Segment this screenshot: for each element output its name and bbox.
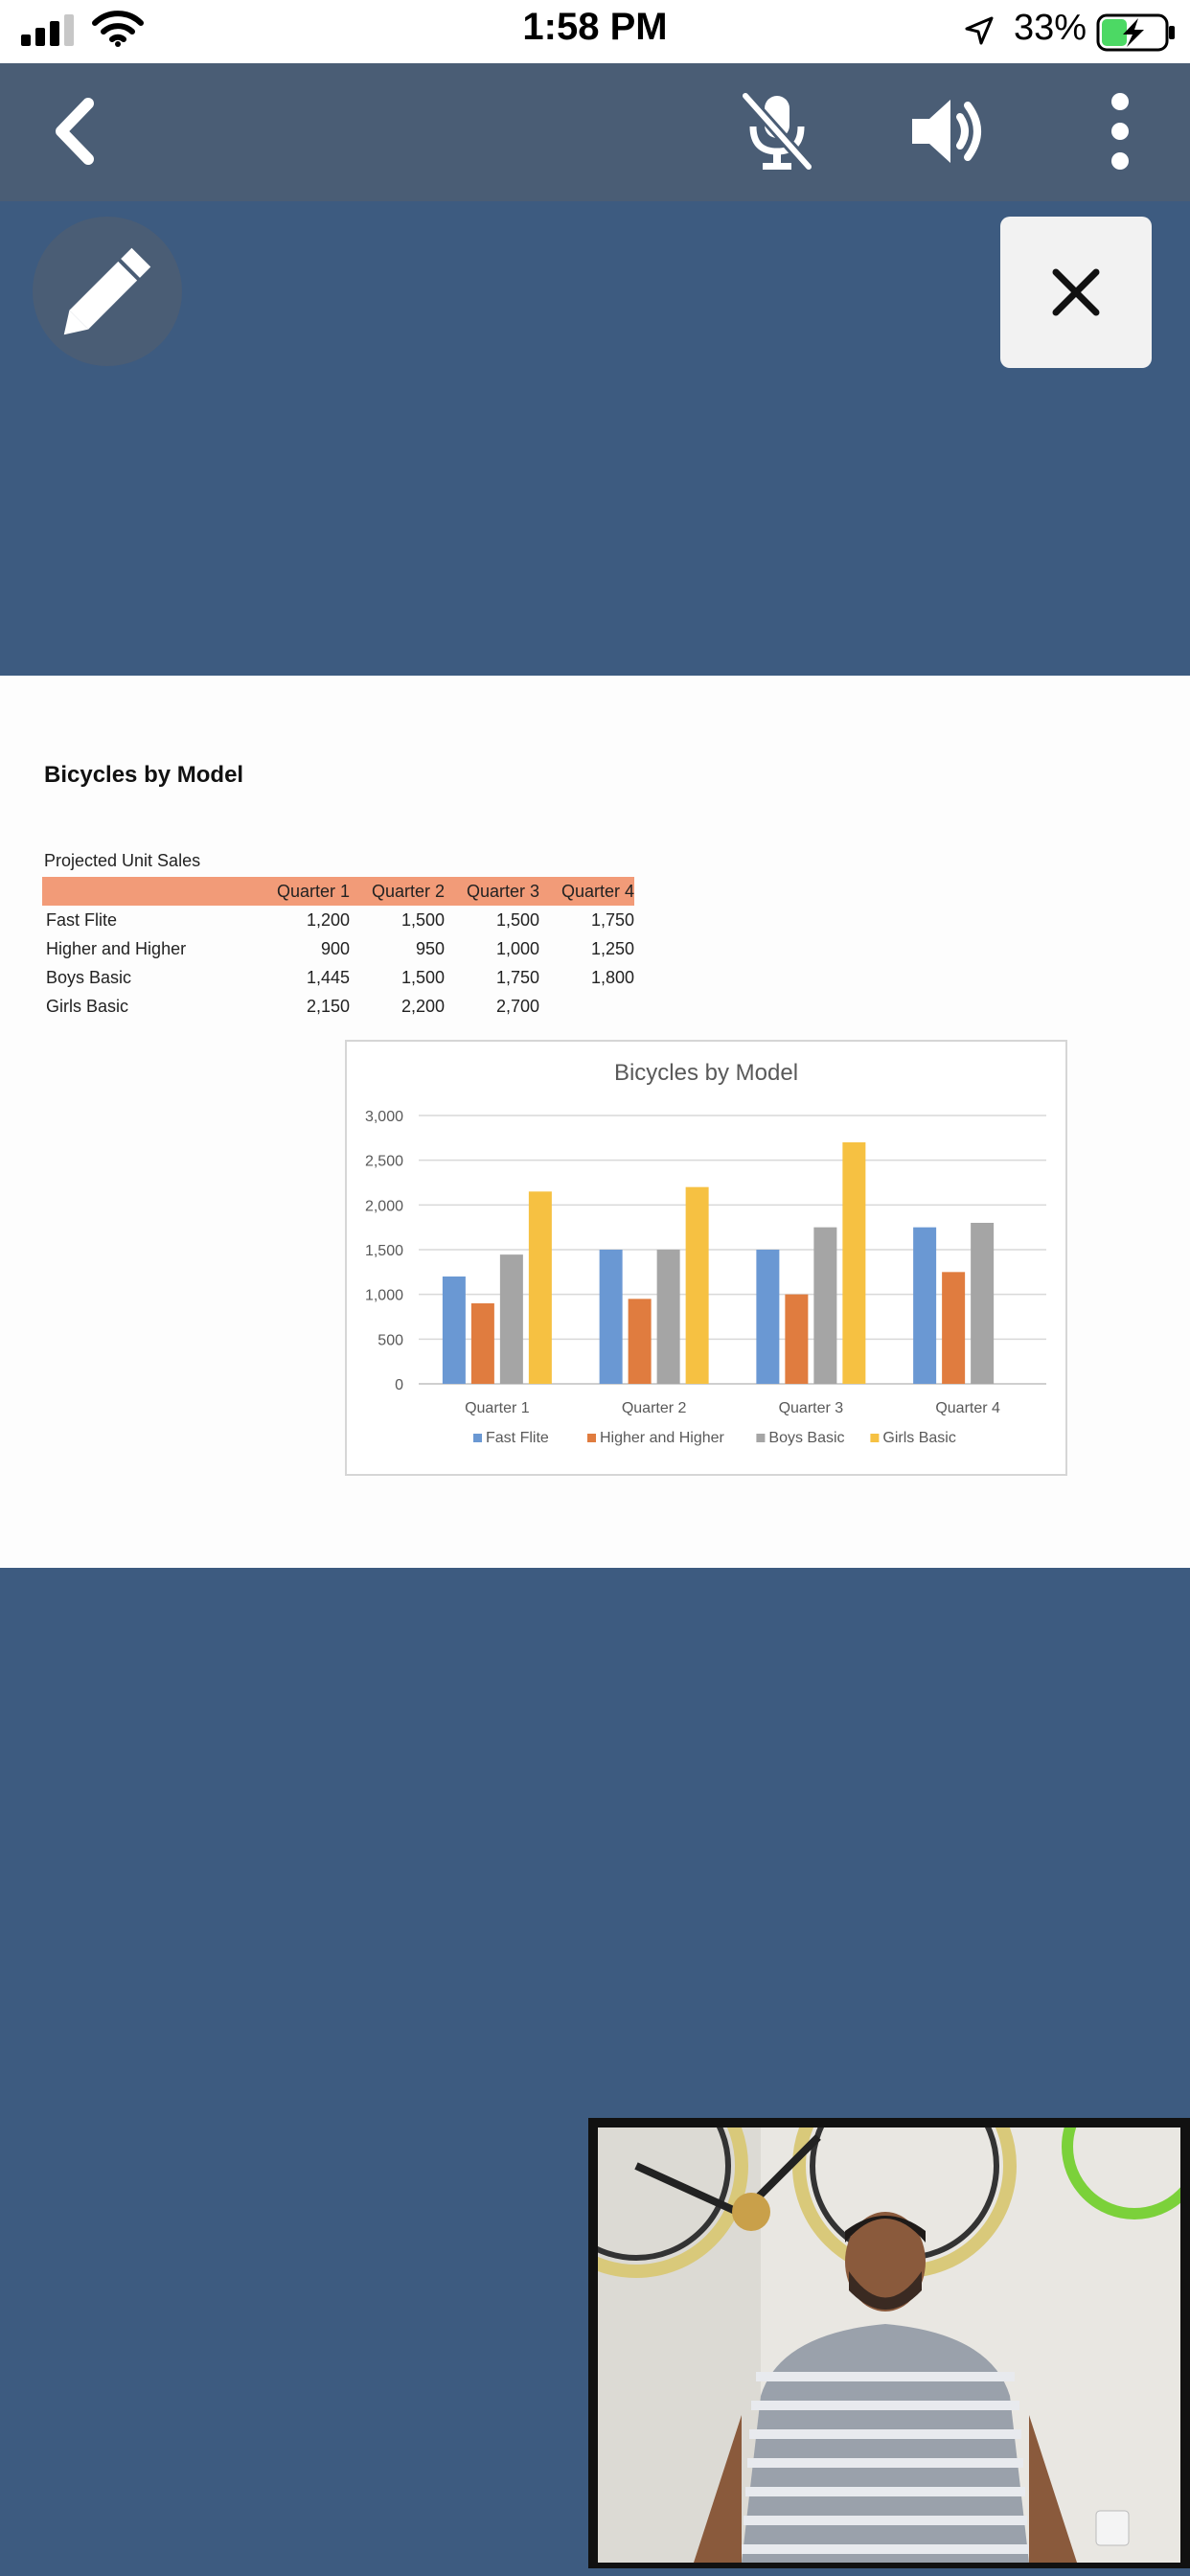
sales-table [42,877,634,1021]
close-button[interactable] [1000,217,1152,368]
x-tick-label: Quarter 1 [465,1400,530,1416]
bar-boys-basic [500,1254,523,1384]
legend-label: Girls Basic [882,1430,956,1446]
y-tick-label: 1,000 [364,1287,403,1304]
bar-girls-basic [842,1142,865,1384]
y-tick-label: 1,500 [364,1243,403,1259]
x-tick-label: Quarter 3 [778,1400,844,1416]
bar-higher-and-higher [471,1303,494,1384]
table-header-cell: Quarter 1 [255,877,350,906]
bar-chart [347,1042,1065,1474]
self-video-preview[interactable] [588,2118,1190,2568]
mic-muted-icon[interactable] [734,88,820,174]
more-vertical-icon[interactable] [1077,88,1163,174]
y-tick-label: 2,000 [364,1198,403,1215]
legend-swatch [870,1434,879,1442]
table-cell: 2,200 [400,996,445,1016]
bar-fast-flite [756,1250,779,1384]
document-title: Bicycles by Model [44,762,244,788]
table-row [42,963,634,992]
bar-higher-and-higher [785,1295,808,1384]
participant-video-icon [598,2128,1180,2563]
table-cell: Girls Basic [46,996,129,1016]
table-cell: 2,700 [495,996,539,1016]
location-arrow-icon [964,15,995,46]
bar-boys-basic [657,1250,680,1384]
table-cell [539,992,634,1021]
table-cell: 2,150 [306,996,350,1016]
legend-label: Boys Basic [768,1430,845,1446]
table-cell: 1,445 [306,967,350,987]
legend-swatch [587,1434,596,1442]
legend-swatch [473,1434,482,1442]
chart-title: Bicycles by Model [613,1060,799,1086]
status-time: 1:58 PM [522,6,668,48]
table-cell: 900 [320,938,350,958]
y-tick-label: 500 [378,1332,403,1349]
table-cell: 1,750 [590,909,634,930]
table-header-cell: Quarter 2 [350,877,445,906]
bar-higher-and-higher [629,1299,652,1384]
y-tick-label: 2,500 [364,1153,403,1170]
bar-chart-container [345,1040,1067,1476]
table-header-cell: Quarter 4 [539,877,634,906]
table-row [42,934,634,963]
table-row [42,992,634,1021]
annotate-button[interactable] [33,217,182,366]
table-header-cell [42,877,255,906]
status-bar [0,0,1190,63]
table-header-row [42,877,634,906]
x-tick-label: Quarter 4 [935,1400,1000,1416]
call-toolbar [0,63,1190,201]
table-cell: 1,500 [400,909,445,930]
table-cell: 1,200 [306,909,350,930]
table-header-cell: Quarter 3 [445,877,539,906]
table-cell: 1,250 [590,938,634,958]
bar-girls-basic [686,1187,709,1384]
legend-label: Higher and Higher [600,1430,724,1446]
bar-fast-flite [913,1228,936,1384]
table-cell: Higher and Higher [46,938,187,958]
table-row [42,906,634,934]
x-tick-label: Quarter 2 [621,1400,687,1416]
bar-girls-basic [529,1191,552,1384]
bar-fast-flite [443,1276,466,1384]
table-cell: 1,750 [495,967,539,987]
bar-boys-basic [971,1223,994,1384]
table-cell: 1,000 [495,938,539,958]
table-cell: Fast Flite [46,909,118,930]
document-subtitle: Projected Unit Sales [44,851,201,870]
battery-charging-icon [1096,13,1177,52]
bar-higher-and-higher [942,1272,965,1384]
shared-document [0,676,1190,1568]
close-icon [1000,217,1152,368]
bar-boys-basic [813,1228,836,1384]
bar-fast-flite [600,1250,623,1384]
video-frame [598,2128,1180,2563]
y-tick-label: 0 [395,1377,403,1393]
y-tick-label: 3,000 [364,1109,403,1125]
table-cell: Boys Basic [46,967,132,987]
table-cell: 1,500 [495,909,539,930]
legend-label: Fast Flite [486,1430,549,1446]
table-cell: 950 [415,938,445,958]
legend-swatch [756,1434,765,1442]
pencil-icon [33,217,182,366]
battery-percent: 33% [1013,8,1087,48]
table-cell: 1,500 [400,967,445,987]
speaker-icon[interactable] [904,88,991,174]
table-cell: 1,800 [590,967,634,987]
back-icon[interactable] [29,88,115,174]
